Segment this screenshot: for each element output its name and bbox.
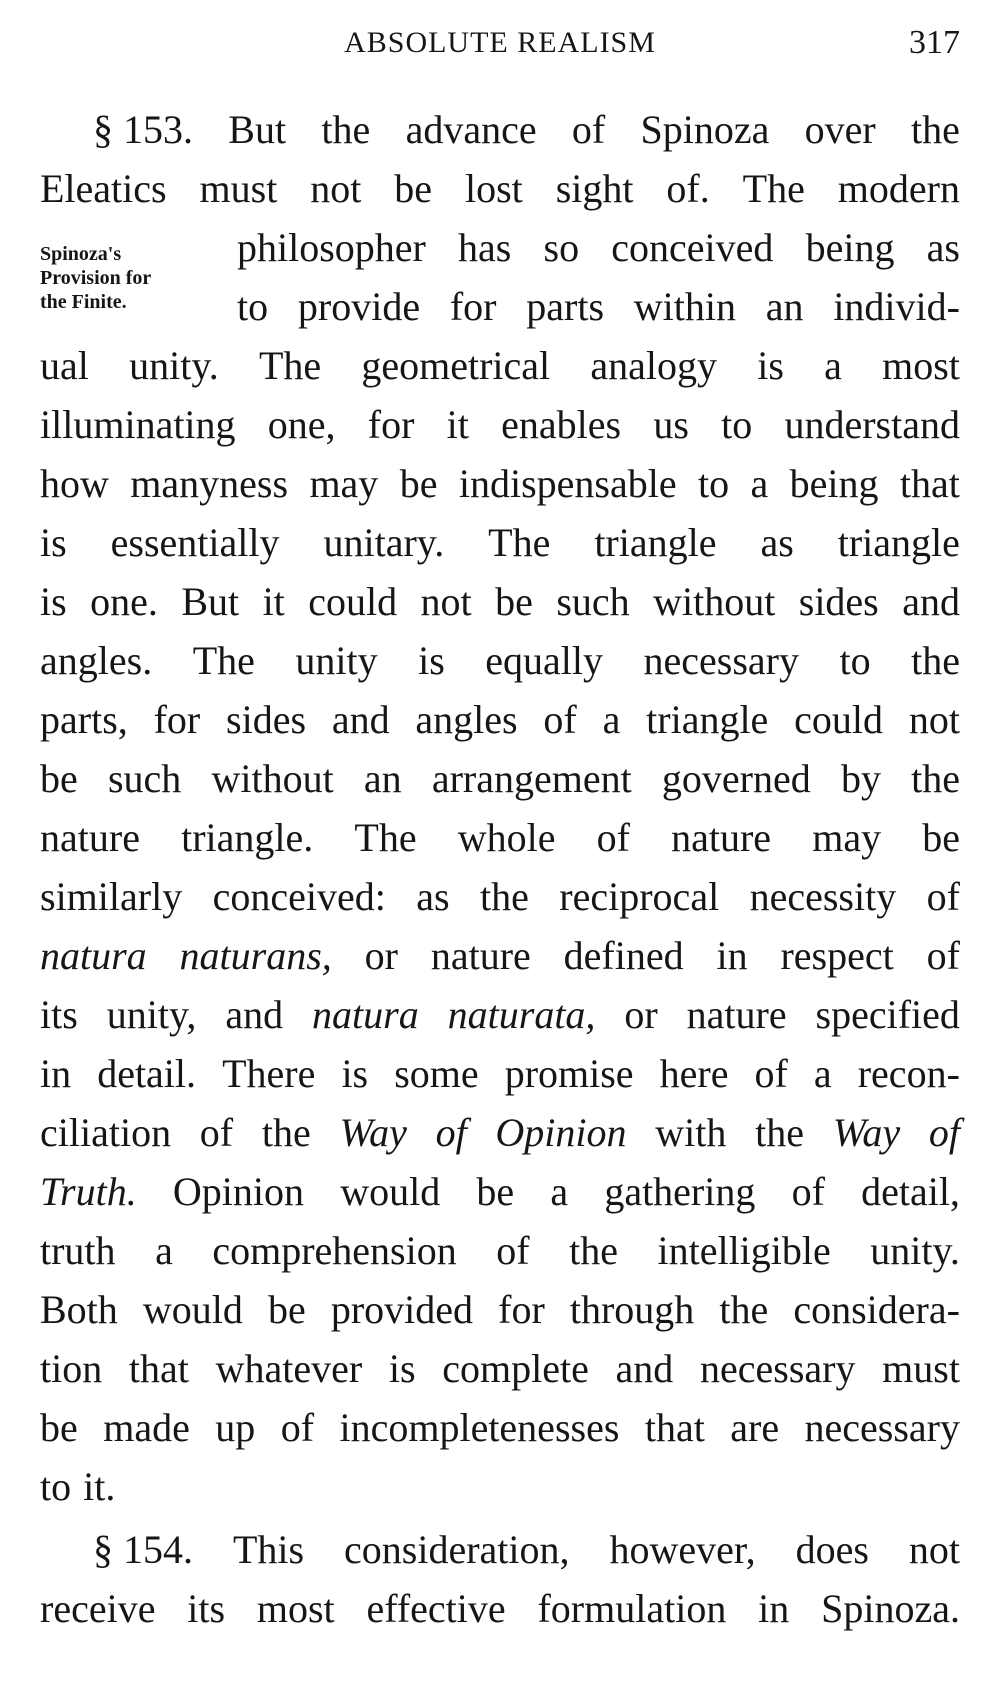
word: respect (780, 933, 894, 978)
word: unitary. (323, 520, 445, 565)
word: conceived (611, 225, 774, 270)
running-title: ABSOLUTE REALISM (344, 26, 656, 59)
word: sides (798, 579, 879, 624)
word: recon- (857, 1051, 960, 1096)
word: to (697, 461, 730, 506)
text-line (40, 867, 960, 926)
word: unity, (106, 992, 197, 1037)
word: Opinion (495, 1110, 627, 1155)
word: sight (555, 166, 634, 211)
text-line (40, 1044, 960, 1103)
word: conceived: (212, 874, 386, 919)
text-line (40, 1280, 960, 1339)
word: to (237, 284, 269, 329)
word: unity (295, 638, 378, 683)
word: be (495, 579, 533, 624)
word: as (760, 520, 794, 565)
word: a (824, 343, 842, 388)
page-number: 317 (909, 24, 960, 61)
word: is (388, 1346, 416, 1391)
text-line (40, 277, 960, 336)
word: for (449, 284, 497, 329)
word: here (659, 1051, 729, 1096)
word: as (416, 874, 450, 919)
text-line (40, 985, 960, 1044)
word: nature (40, 815, 140, 860)
word: Truth. (40, 1169, 137, 1214)
word: however, (609, 1527, 756, 1572)
word: us (653, 402, 689, 447)
word: ciliation (40, 1110, 172, 1155)
word: Eleatics (40, 166, 167, 211)
word: so (543, 225, 580, 270)
word: is (757, 343, 784, 388)
word: such (556, 579, 630, 624)
word: without (653, 579, 776, 624)
word: arrangement (431, 756, 632, 801)
word: may (812, 815, 882, 860)
word: necessary (700, 1346, 856, 1391)
word: in (40, 1051, 72, 1096)
word: formulation (537, 1586, 727, 1631)
word: complete (442, 1346, 589, 1391)
word: truth (40, 1228, 116, 1273)
word: the (911, 756, 960, 801)
word: § 153. (93, 107, 193, 152)
word: modern (837, 166, 960, 211)
text-line (40, 631, 960, 690)
text-line (40, 1221, 960, 1280)
text-line (40, 218, 960, 277)
word: natura (312, 992, 419, 1037)
word: The (192, 638, 255, 683)
word: triangle (594, 520, 717, 565)
word: angles. (40, 638, 153, 683)
word: of. (666, 166, 710, 211)
text-line (40, 1398, 960, 1457)
word: provided (330, 1287, 474, 1332)
word: with (655, 1110, 727, 1155)
word: tion (40, 1346, 103, 1391)
word: The (258, 343, 322, 388)
text-line (40, 1457, 960, 1516)
word: that (899, 461, 960, 506)
word: a (750, 461, 769, 506)
text-line (40, 159, 960, 218)
word: But (181, 579, 240, 624)
word: individ- (833, 284, 960, 329)
word: a (155, 1228, 173, 1273)
word: of (435, 1110, 467, 1155)
word: sides (226, 697, 307, 742)
word: whatever (215, 1346, 363, 1391)
word: of (791, 1169, 825, 1214)
word: analogy (590, 343, 717, 388)
word: of (754, 1051, 788, 1096)
text-line (40, 336, 960, 395)
text-line (40, 1339, 960, 1398)
word: essentially (110, 520, 280, 565)
word: reciprocal (559, 874, 720, 919)
word: parts (526, 284, 605, 329)
word: effective (366, 1586, 506, 1631)
word: is (40, 520, 67, 565)
text-line (40, 1520, 960, 1579)
body-text (40, 100, 960, 1638)
word: triangle (646, 697, 769, 742)
word: manyness (130, 461, 289, 506)
word: detail. (97, 1051, 197, 1096)
word: could (794, 697, 883, 742)
word: of (571, 107, 606, 152)
word: are (730, 1405, 780, 1450)
word: the (911, 638, 960, 683)
word: intelligible (657, 1228, 831, 1273)
word: unity. (129, 343, 219, 388)
word: lost (464, 166, 523, 211)
word: But (228, 107, 287, 152)
word: nature (671, 815, 772, 860)
word: whole (457, 815, 556, 860)
word: enables (501, 402, 622, 447)
word: is (40, 579, 67, 624)
word: the (755, 1110, 804, 1155)
word: or (364, 933, 398, 978)
margin-note-line: the Finite. (40, 291, 127, 313)
word: triangle (837, 520, 960, 565)
word: to (40, 1464, 72, 1509)
word: the (321, 107, 371, 152)
word: of (926, 874, 960, 919)
word: such (107, 756, 182, 801)
word: necessary (804, 1405, 960, 1450)
text-line (40, 1579, 960, 1638)
word: would (340, 1169, 441, 1214)
word: within (633, 284, 737, 329)
word: and (225, 992, 284, 1037)
text-line (40, 749, 960, 808)
word: There (222, 1051, 316, 1096)
word: receive (40, 1586, 156, 1631)
word: defined (563, 933, 684, 978)
word: nature (430, 933, 531, 978)
word: similarly (40, 874, 183, 919)
word: be (922, 815, 960, 860)
word: is (341, 1051, 369, 1096)
word: naturans, (179, 933, 332, 978)
word: the (261, 1110, 311, 1155)
word: The (488, 520, 551, 565)
word: a (550, 1169, 569, 1214)
word: and (615, 1346, 674, 1391)
word: not (420, 579, 472, 624)
word: be (40, 756, 78, 801)
text-line (40, 690, 960, 749)
text-line (40, 395, 960, 454)
word: the (719, 1287, 769, 1332)
word: advance (405, 107, 537, 152)
word: a (602, 697, 621, 742)
word: of (199, 1110, 234, 1155)
word: to (839, 638, 871, 683)
word: its (40, 992, 78, 1037)
text-line (40, 454, 960, 513)
word: § 154. (93, 1527, 193, 1572)
text-line (40, 808, 960, 867)
word: Spinoza. (821, 1586, 960, 1631)
word: is (418, 638, 445, 683)
word: parts, (40, 697, 128, 742)
word: a (813, 1051, 832, 1096)
word: Spinoza (640, 107, 770, 152)
word: could (308, 579, 398, 624)
word: specified (815, 992, 960, 1037)
word: Both (40, 1287, 118, 1332)
word: be (476, 1169, 515, 1214)
word: Way (832, 1110, 901, 1155)
word: for (367, 402, 415, 447)
word: of (280, 1405, 315, 1450)
word: Way (339, 1110, 407, 1155)
word: an (765, 284, 804, 329)
word: must (199, 166, 278, 211)
paragraph (40, 100, 960, 1516)
word: comprehension (212, 1228, 457, 1273)
word: not (908, 697, 960, 742)
word: over (804, 107, 876, 152)
margin-note-line: Provision for (40, 267, 152, 289)
word: to (721, 402, 753, 447)
word: indispensable (458, 461, 677, 506)
word: necessary (643, 638, 799, 683)
word: angles (415, 697, 518, 742)
word: be (399, 461, 438, 506)
word: made (103, 1405, 190, 1450)
word: This (232, 1527, 305, 1572)
word: it. (83, 1464, 116, 1509)
word: in (716, 933, 748, 978)
word: The (742, 166, 805, 211)
word: one, (267, 402, 336, 447)
word: being (789, 461, 879, 506)
word: may (309, 461, 379, 506)
word: of (928, 1110, 960, 1155)
word: illuminating (40, 402, 236, 447)
text-line (40, 513, 960, 572)
word: the (480, 874, 529, 919)
running-head (40, 18, 960, 68)
word: provide (297, 284, 421, 329)
word: nature (686, 992, 787, 1037)
text-line (40, 926, 960, 985)
margin-note-line: Spinoza's (40, 243, 122, 265)
word: be (267, 1287, 306, 1332)
word: be (394, 166, 433, 211)
word: an (363, 756, 402, 801)
word: its (187, 1586, 226, 1631)
word: not (310, 166, 362, 211)
word: most (882, 343, 960, 388)
word: does (795, 1527, 869, 1572)
word: and (331, 697, 390, 742)
word: of (596, 815, 630, 860)
word: of (496, 1228, 530, 1273)
word: unity. (870, 1228, 960, 1273)
word: equally (485, 638, 604, 683)
word: triangle. (181, 815, 314, 860)
word: naturata, (447, 992, 596, 1037)
word: governed (661, 756, 811, 801)
word: of (543, 697, 577, 742)
word: geometrical (361, 343, 551, 388)
word: ual (40, 343, 89, 388)
word: the (569, 1228, 618, 1273)
book-page (40, 0, 960, 1701)
text-line (40, 572, 960, 631)
word: necessity (749, 874, 897, 919)
word: The (354, 815, 417, 860)
text-line (40, 1103, 960, 1162)
word: philosopher (237, 225, 426, 270)
word: how (40, 461, 109, 506)
word: by (840, 756, 881, 801)
word: natura (40, 933, 147, 978)
word: and (902, 579, 960, 624)
word: one. (90, 579, 158, 624)
word: that (644, 1405, 705, 1450)
word: or (624, 992, 658, 1037)
word: the (911, 107, 960, 152)
text-line (40, 100, 960, 159)
word: gathering (604, 1169, 756, 1214)
word: considera- (793, 1287, 960, 1332)
paragraph (40, 1520, 960, 1638)
word: not (908, 1527, 960, 1572)
word: understand (784, 402, 960, 447)
word: must (882, 1346, 960, 1391)
word: in (758, 1586, 790, 1631)
word: would (142, 1287, 243, 1332)
word: without (211, 756, 334, 801)
word: most (256, 1586, 335, 1631)
text-line (40, 1162, 960, 1221)
word: being (805, 225, 895, 270)
word: that (128, 1346, 189, 1391)
word: of (926, 933, 960, 978)
word: be (40, 1405, 78, 1450)
word: Opinion (172, 1169, 305, 1214)
word: detail, (861, 1169, 960, 1214)
word: consideration, (344, 1527, 570, 1572)
word: promise (504, 1051, 634, 1096)
word: for (498, 1287, 545, 1332)
word: it (262, 579, 285, 624)
word: for (153, 697, 201, 742)
word: up (215, 1405, 256, 1450)
word: through (569, 1287, 695, 1332)
word: some (394, 1051, 479, 1096)
word: incompletenesses (339, 1405, 620, 1450)
word: as (926, 225, 960, 270)
word: has (458, 225, 512, 270)
word: it (446, 402, 469, 447)
